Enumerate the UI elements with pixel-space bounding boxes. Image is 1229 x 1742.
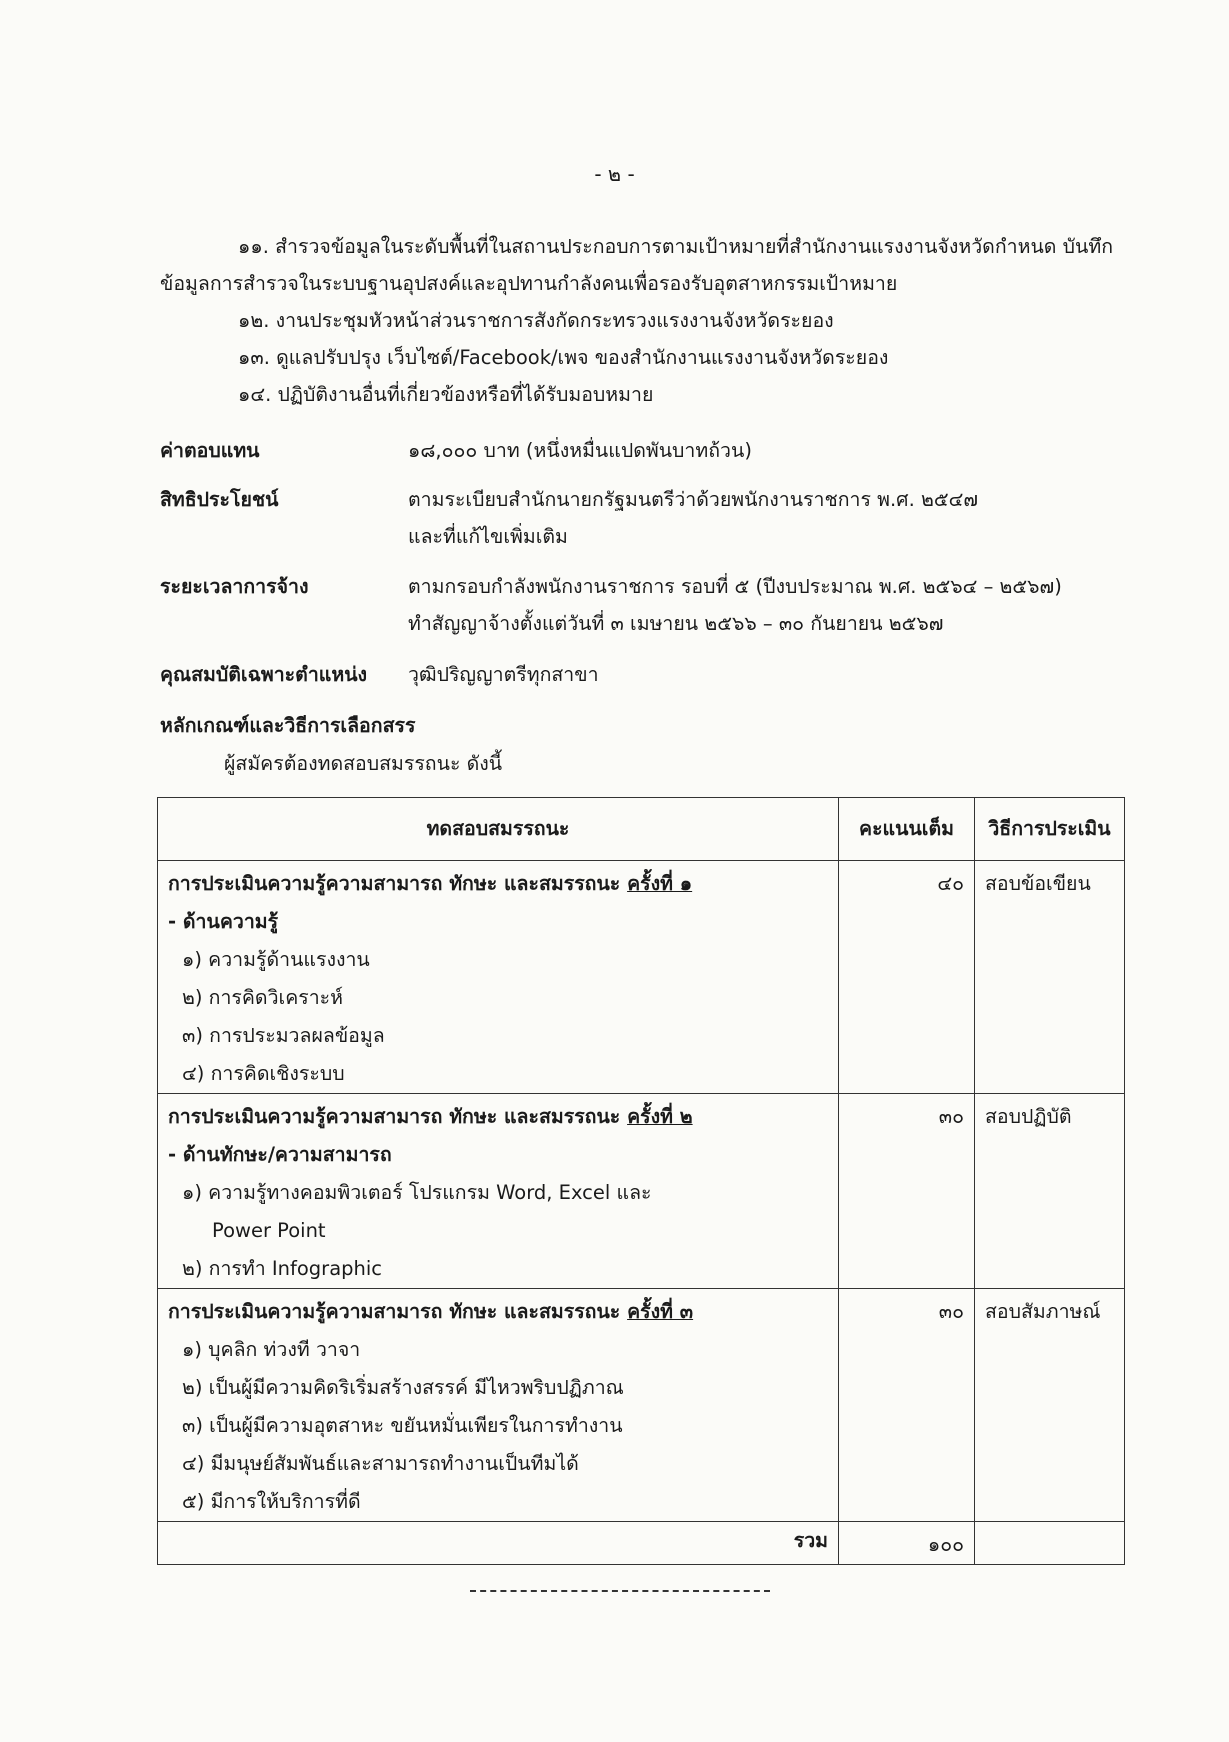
qualifications-value: วุฒิปริญญาตรีทุกสาขา	[408, 663, 599, 686]
section-2-method: สอบปฏิบัติ	[975, 1094, 1125, 1289]
table-row	[158, 1094, 1125, 1289]
header-full-score: คะแนนเต็ม	[839, 798, 975, 861]
section-2-score: ๓๐	[839, 1094, 975, 1289]
employment-period-line-2: ทำสัญญาจ้างตั้งแต่วันที่ ๓ เมษายน ๒๕๖๖ – ๓๐ กันยายน ๒๕๖๗	[408, 612, 944, 635]
section-3-title: การประเมินความรู้ความสามารถ ทักษะ และสมรรถนะ ครั้งที่ ๓	[168, 1300, 694, 1323]
employment-period-line-1: ตามกรอบกำลังพนักงานราชการ รอบที่ ๕ (ปีงบประมาณ พ.ศ. ๒๕๖๔ – ๒๕๖๗)	[408, 575, 1062, 598]
table-row	[158, 1289, 1125, 1522]
duty-item-11: ๑๑. สำรวจข้อมูลในระดับพื้นที่ในสถานประกอบการตามเป้าหมายที่สำนักงานแรงงานจังหวัดกำหนด บันทึกข้อมูลการสำรวจในระบบฐานอุปสงค์และอุปทานกำลังคนเพื่อรองรับอุตสาหกรรมเป้าหมาย	[160, 235, 1114, 295]
section-3-round: ครั้งที่ ๓	[627, 1300, 694, 1323]
total-method-empty	[975, 1522, 1125, 1565]
table-header-row	[158, 798, 1125, 861]
table-row	[158, 861, 1125, 1094]
header-competency: ทดสอบสมรรถนะ	[158, 798, 839, 861]
section-1-score: ๔๐	[839, 861, 975, 1094]
duty-list	[160, 228, 1120, 413]
section-2-subheading: - ด้านทักษะ/ความสามารถ	[168, 1143, 392, 1166]
employment-period-label: ระยะเวลาการจ้าง	[160, 575, 309, 598]
list-item: ๒) เป็นผู้มีความคิดริเริ่มสร้างสรรค์ มีไหวพริบปฏิภาณ	[182, 1376, 624, 1399]
section-2-round: ครั้งที่ ๒	[627, 1105, 693, 1128]
list-item: ๑) บุคลิก ท่วงที วาจา	[182, 1338, 361, 1361]
section-3-content	[158, 1289, 839, 1522]
section-3-method: สอบสัมภาษณ์	[975, 1289, 1125, 1522]
total-label: รวม	[158, 1522, 839, 1565]
duty-item-13: ๑๓. ดูแลปรับปรุง เว็บไซต์/Facebook/เพจ ของสำนักงานแรงงานจังหวัดระยอง	[238, 346, 889, 369]
benefits-label: สิทธิประโยชน์	[160, 488, 279, 511]
criteria-heading: หลักเกณฑ์และวิธีการเลือกสรร	[160, 714, 416, 737]
page-number: - ๒ -	[594, 162, 635, 186]
compensation-label: ค่าตอบแทน	[160, 439, 260, 462]
benefits-value	[408, 481, 1128, 555]
list-item: ๔) การคิดเชิงระบบ	[182, 1062, 345, 1085]
benefits-line-2: และที่แก้ไขเพิ่มเติม	[408, 525, 568, 548]
end-divider	[470, 1590, 770, 1592]
section-3-score: ๓๐	[839, 1289, 975, 1522]
section-1-round: ครั้งที่ ๑	[627, 872, 693, 895]
list-item: ๑) ความรู้ทางคอมพิวเตอร์ โปรแกรม Word, Excel และ	[182, 1181, 652, 1204]
employment-period-value	[408, 568, 1128, 642]
list-item: ๒) การคิดวิเคราะห์	[182, 986, 344, 1009]
compensation-value: ๑๘,๐๐๐ บาท (หนึ่งหมื่นแปดพันบาทถ้วน)	[408, 439, 752, 462]
section-1-method: สอบข้อเขียน	[975, 861, 1125, 1094]
competency-table	[157, 797, 1125, 1565]
section-1-subheading: - ด้านความรู้	[168, 910, 279, 933]
list-item: ๒) การทำ Infographic	[182, 1257, 383, 1280]
list-item: ๔) มีมนุษย์สัมพันธ์และสามารถทำงานเป็นทีมได้	[182, 1452, 579, 1475]
section-1-title: การประเมินความรู้ความสามารถ ทักษะ และสมรรถนะ ครั้งที่ ๑	[168, 872, 693, 895]
benefits-line-1: ตามระเบียบสำนักนายกรัฐมนตรีว่าด้วยพนักงานราชการ พ.ศ. ๒๕๔๗	[408, 488, 978, 511]
list-item: Power Point	[212, 1219, 326, 1242]
list-item: ๓) เป็นผู้มีความอุตสาหะ ขยันหมั่นเพียรในการทำงาน	[182, 1414, 623, 1437]
list-item: ๑) ความรู้ด้านแรงงาน	[182, 948, 370, 971]
section-2-content	[158, 1094, 839, 1289]
list-item: ๕) มีการให้บริการที่ดี	[182, 1490, 361, 1513]
qualifications-label: คุณสมบัติเฉพาะตำแหน่ง	[160, 663, 368, 686]
total-row	[158, 1522, 1125, 1565]
duty-item-14: ๑๔. ปฏิบัติงานอื่นที่เกี่ยวข้องหรือที่ได้รับมอบหมาย	[238, 383, 654, 406]
criteria-intro: ผู้สมัครต้องทดสอบสมรรถนะ ดังนี้	[224, 752, 503, 775]
section-1-content	[158, 861, 839, 1094]
total-score: ๑๐๐	[839, 1522, 975, 1565]
section-2-title: การประเมินความรู้ความสามารถ ทักษะ และสมรรถนะ ครั้งที่ ๒	[168, 1105, 693, 1128]
duty-item-12: ๑๒. งานประชุมหัวหน้าส่วนราชการสังกัดกระทรวงแรงงานจังหวัดระยอง	[238, 309, 834, 332]
header-method: วิธีการประเมิน	[975, 798, 1125, 861]
list-item: ๓) การประมวลผลข้อมูล	[182, 1024, 385, 1047]
